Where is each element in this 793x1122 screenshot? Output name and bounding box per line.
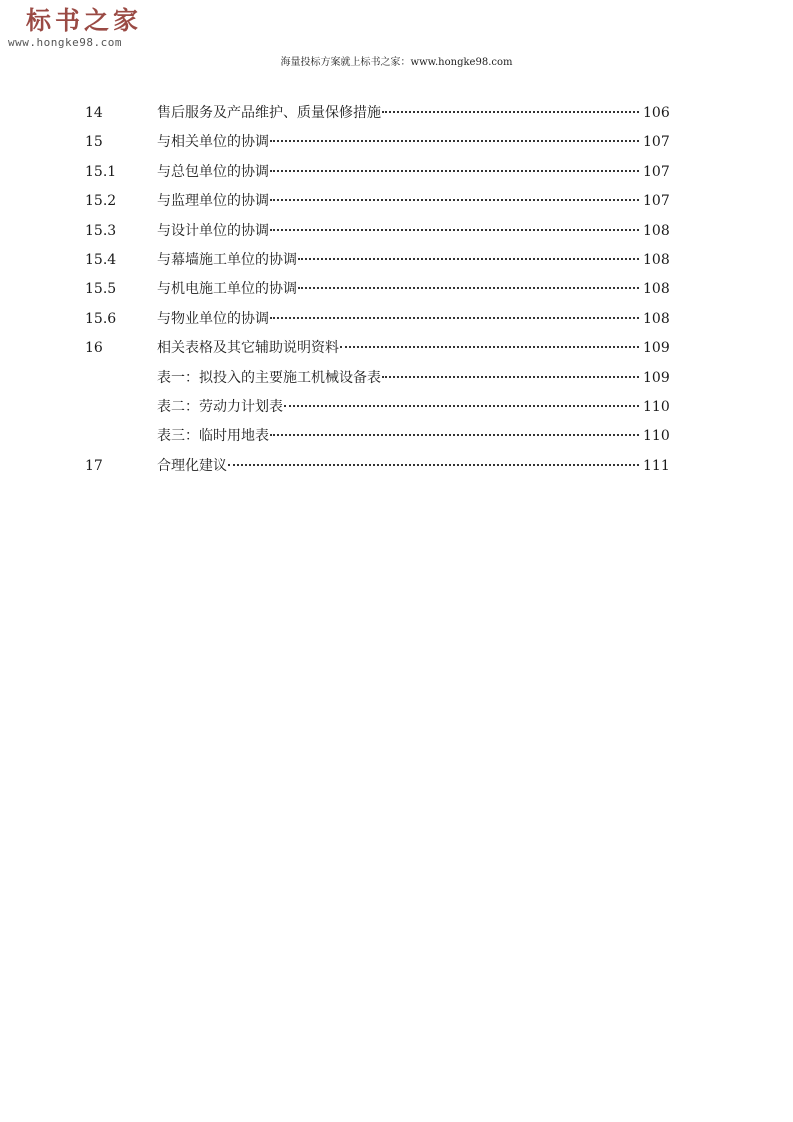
toc-entry-page: 106 [643,105,670,121]
toc-dot-leader [382,376,639,378]
toc-entry-title: 与设计单位的协调 [157,222,269,239]
toc-entry-page: 108 [643,222,670,239]
toc-entry-number: 15.5 [85,281,117,298]
toc-dot-leader [270,317,639,319]
toc-entry-number: 15.6 [85,310,117,327]
toc-dot-leader [270,229,639,231]
toc-dot-leader [382,111,639,113]
toc-entry-page: 109 [643,340,670,357]
toc-entry-title: 表一：拟投入的主要施工机械设备表 [157,369,381,386]
toc-entry-title: 相关表格及其它辅助说明资料 [157,340,339,357]
toc-entry-page: 110 [643,428,670,445]
toc-entry-number: 16 [85,340,103,357]
toc-entry[interactable] [85,368,669,397]
toc-entry-number: 15.3 [85,222,117,239]
page-header: 海量投标方案就上标书之家：www.hongke98.com [280,57,513,68]
toc-entry-number: 15.1 [85,163,117,180]
toc-entry-number: 14 [85,105,103,121]
toc-entry[interactable] [85,103,669,132]
toc-dot-leader [270,199,639,201]
toc-dot-leader [298,287,639,289]
toc-dot-leader [270,140,639,142]
toc-entry-page: 109 [643,369,670,386]
toc-entry-title: 表二：劳动力计划表 [157,398,283,415]
toc-entry-number: 15 [85,134,103,151]
toc-entry-page: 111 [643,457,670,474]
toc-dot-leader [340,346,639,348]
toc-entry-page: 108 [643,281,670,298]
toc-entry-number: 15.4 [85,251,117,268]
logo-title: 标书之家 [26,6,143,35]
site-logo [8,6,158,49]
toc-entry[interactable] [85,309,669,338]
toc-entry-page: 110 [643,398,670,415]
toc-entry-page: 108 [643,310,670,327]
toc-dot-leader [270,170,639,172]
toc-entry[interactable] [85,132,669,161]
toc-entry[interactable] [85,279,669,308]
toc-entry-title: 合理化建议 [157,457,227,474]
toc-entry-title: 与总包单位的协调 [157,163,269,180]
toc-entry[interactable] [85,250,669,279]
toc-entry-title: 与相关单位的协调 [157,134,269,151]
toc-entry[interactable] [85,191,669,220]
toc-entry-title: 与幕墙施工单位的协调 [157,251,297,268]
table-of-contents [85,103,669,485]
toc-entry-title: 表三：临时用地表 [157,428,269,445]
toc-entry-title: 售后服务及产品维护、质量保修措施 [157,105,381,121]
toc-entry[interactable] [85,456,669,485]
toc-entry[interactable] [85,338,669,367]
toc-entry-title: 与监理单位的协调 [157,193,269,210]
toc-entry-page: 107 [643,193,670,210]
toc-entry[interactable] [85,426,669,455]
toc-entry-title: 与物业单位的协调 [157,310,269,327]
toc-entry-number: 17 [85,457,103,474]
toc-dot-leader [270,434,639,436]
toc-entry-page: 108 [643,251,670,268]
toc-entry-page: 107 [643,134,670,151]
toc-dot-leader [228,464,639,466]
toc-entry-title: 与机电施工单位的协调 [157,281,297,298]
toc-dot-leader [298,258,639,260]
toc-entry-number: 15.2 [85,193,117,210]
toc-dot-leader [284,405,639,407]
toc-entry-page: 107 [643,163,670,180]
toc-entry[interactable] [85,397,669,426]
logo-url: www.hongke98.com [8,36,122,49]
toc-entry[interactable] [85,162,669,191]
toc-entry[interactable] [85,221,669,250]
